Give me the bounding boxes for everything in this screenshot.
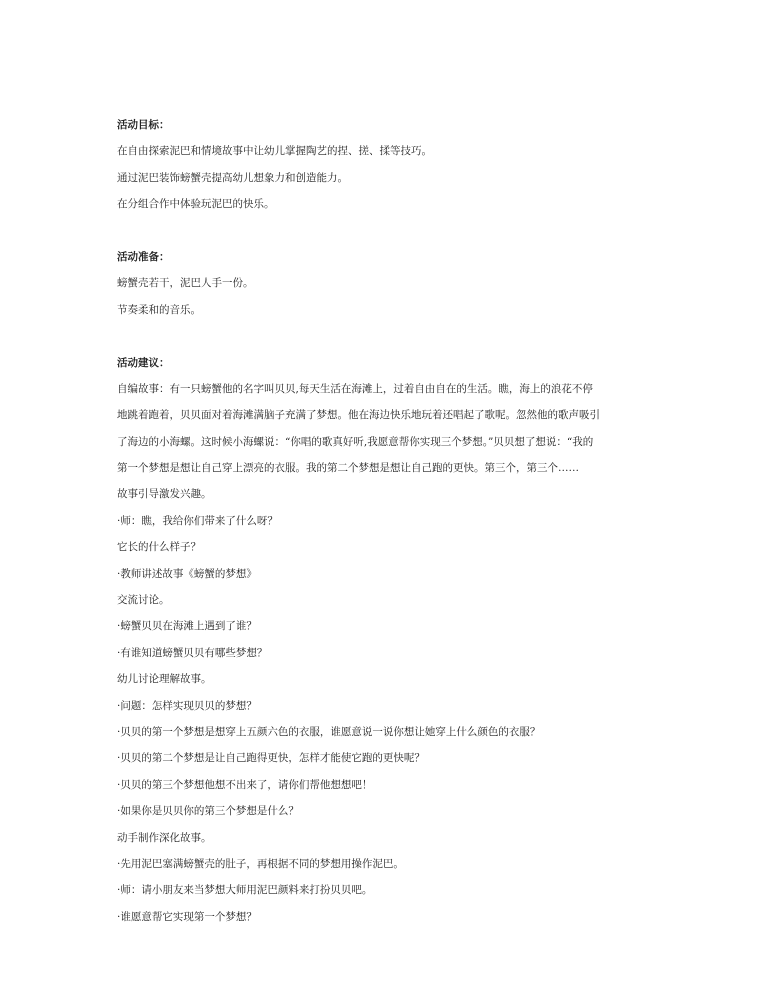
- preparation-heading: 活动准备：: [117, 250, 170, 263]
- suggestion-item: ·贝贝的第二个梦想是让自己跑得更快，怎样才能使它跑的更快呢？: [117, 752, 425, 765]
- suggestion-item: ·贝贝的第三个梦想他想不出来了，请你们帮他想想吧！: [117, 778, 373, 791]
- goal-item: 通过泥巴装饰螃蟹壳提高幼儿想象力和创造能力。: [117, 171, 348, 184]
- suggestion-item: ·贝贝的第一个梦想是想穿上五颜六色的衣服，谁愿意说一说你想让她穿上什么颜色的衣服？: [117, 725, 541, 738]
- suggestion-item: 故事引导激发兴趣。: [117, 488, 212, 501]
- suggestion-item: 它长的什么样子？: [117, 541, 201, 554]
- suggestion-item: ·问题：怎样实现贝贝的梦想？: [117, 699, 257, 712]
- preparation-item: 节奏柔和的音乐。: [117, 303, 201, 316]
- suggestion-item: ·谁愿意帮它实现第一个梦想？: [117, 910, 257, 923]
- suggestion-item: ·螃蟹贝贝在海滩上遇到了谁？: [117, 620, 257, 633]
- story-line: 第一个梦想是想让自己穿上漂亮的衣服。我的第二个梦想是想让自己跑的更快。第三个，第三个……: [117, 462, 579, 475]
- preparation-item: 螃蟹壳若干，泥巴人手一份。: [117, 277, 254, 290]
- suggestion-item: ·有谁知道螃蟹贝贝有哪些梦想？: [117, 646, 268, 659]
- suggestion-item: 交流讨论。: [117, 594, 170, 607]
- suggestion-item: ·师：请小朋友来当梦想大师用泥巴颜料来打扮贝贝吧。: [117, 884, 373, 897]
- suggestion-item: ·师：瞧，我给你们带来了什么呀？: [117, 514, 278, 527]
- suggestion-item: 幼儿讨论理解故事。: [117, 673, 212, 686]
- document-page: [117, 112, 662, 930]
- story-line: 自编故事：有一只螃蟹他的名字叫贝贝,每天生活在海滩上，过着自由自在的生活。瞧，海上的浪花不停: [117, 382, 593, 395]
- suggestions-heading: 活动建议：: [117, 356, 170, 369]
- suggestion-item: 动手制作深化故事。: [117, 831, 212, 844]
- suggestion-item: ·如果你是贝贝你的第三个梦想是什么？: [117, 805, 299, 818]
- story-paragraph: [117, 376, 662, 482]
- suggestion-item: ·先用泥巴塞满螃蟹壳的肚子，再根据不同的梦想用操作泥巴。: [117, 857, 404, 870]
- suggestion-item: ·教师讲述故事《螃蟹的梦想》: [117, 567, 257, 580]
- goal-item: 在分组合作中体验玩泥巴的快乐。: [117, 198, 275, 211]
- goals-heading: 活动目标：: [117, 119, 170, 131]
- story-line: 了海边的小海螺。这时候小海螺说：“你唱的歌真好听,我愿意帮你实现三个梦想。”贝贝想了想说：“我的: [117, 435, 594, 448]
- goal-item: 在自由探索泥巴和情境故事中让幼儿掌握陶艺的捏、搓、揉等技巧。: [117, 145, 432, 158]
- story-line: 地跳着跑着，贝贝面对着海滩满脑子充满了梦想。他在海边快乐地玩着还唱起了歌呢。忽然他的歌声吸引: [117, 409, 600, 422]
